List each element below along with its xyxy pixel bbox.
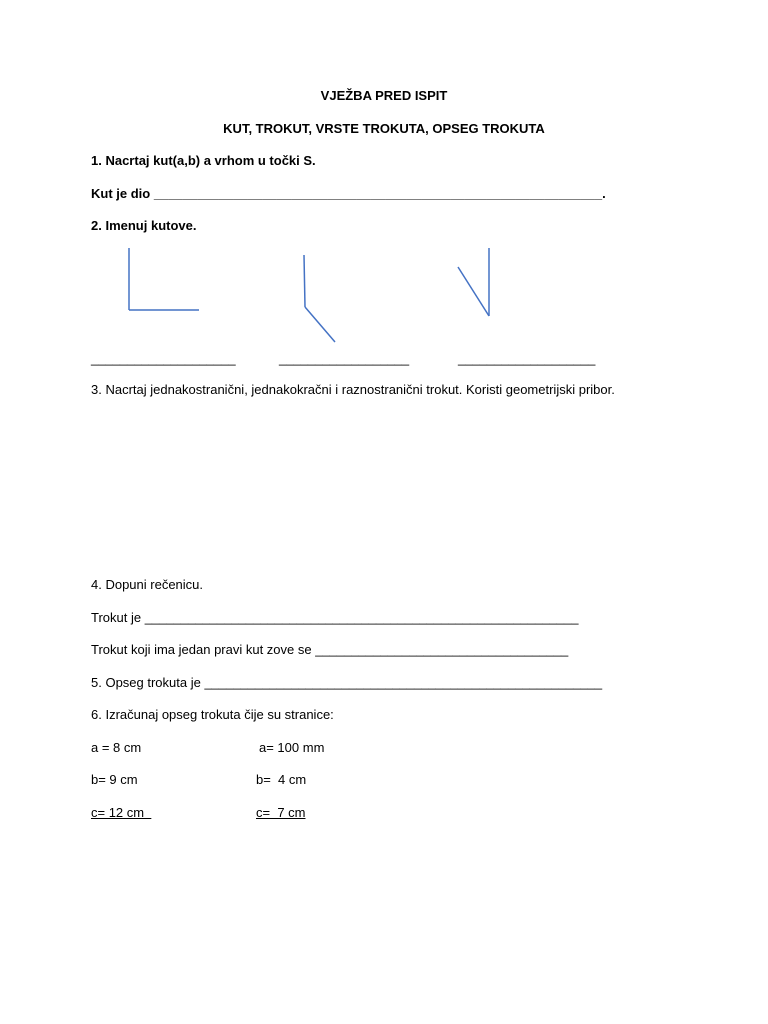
question-2: 2. Imenuj kutove. bbox=[91, 218, 197, 233]
question-1: 1. Nacrtaj kut(a,b) a vrhom u točki S. bbox=[91, 153, 316, 168]
angle-right bbox=[120, 240, 210, 320]
answer-blank-2: __________________ bbox=[279, 351, 410, 366]
question-4: 4. Dopuni rečenicu. bbox=[91, 577, 204, 592]
answer-blank-1: ____________________ bbox=[91, 351, 236, 366]
answer-blank-3: ___________________ bbox=[458, 351, 596, 366]
side-b-right: b= 4 cm bbox=[256, 772, 307, 787]
side-b-left: b= 9 cm bbox=[91, 772, 138, 787]
side-c-left: c= 12 cm bbox=[91, 805, 152, 820]
question-5: 5. Opseg trokuta je _______________________________________________________ bbox=[91, 675, 603, 690]
angle-acute bbox=[450, 240, 500, 325]
angle-obtuse bbox=[295, 245, 345, 350]
side-a-left: a = 8 cm bbox=[91, 740, 142, 755]
question-6: 6. Izračunaj opseg trokuta čije su stranice: bbox=[91, 707, 334, 722]
side-a-right: a= 100 mm bbox=[259, 740, 325, 755]
question-1-fill-line: Kut je dio ______________________________________________________________. bbox=[91, 186, 606, 201]
page-subtitle: KUT, TROKUT, VRSTE TROKUTA, OPSEG TROKUTA bbox=[223, 121, 545, 136]
question-4-line-1: Trokut je ____________________________________________________________ bbox=[91, 610, 579, 625]
question-3: 3. Nacrtaj jednakostranični, jednakokračni i raznostranični trokut. Koristi geometrijski pribor. bbox=[91, 382, 615, 397]
side-c-right: c= 7 cm bbox=[256, 805, 306, 820]
page-title: VJEŽBA PRED ISPIT bbox=[320, 88, 448, 103]
question-4-line-2: Trokut koji ima jedan pravi kut zove se ___________________________________ bbox=[91, 642, 569, 657]
